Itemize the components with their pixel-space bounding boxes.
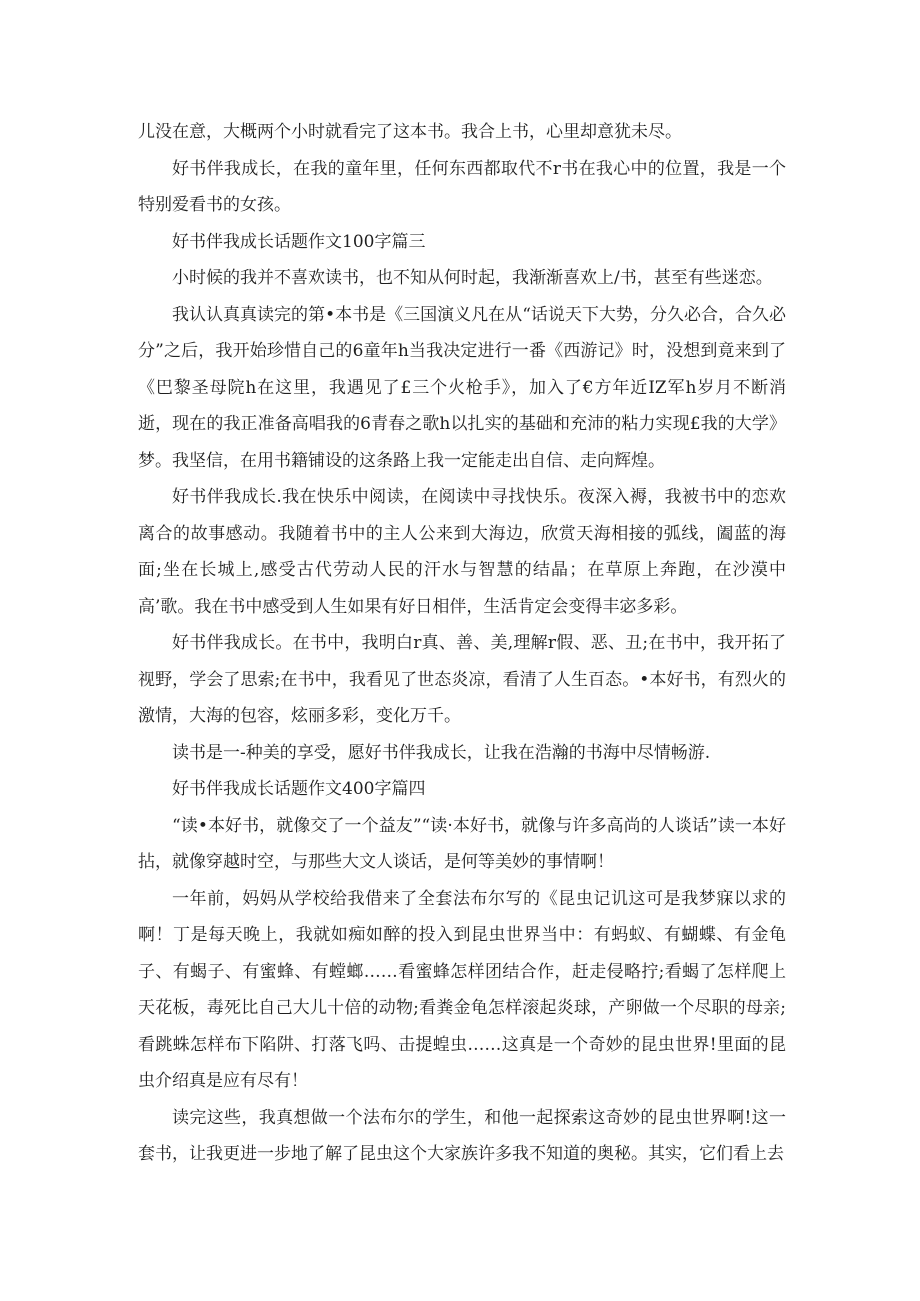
paragraph: 好书伴我成长。在书中，我明白r真、善、美,理解r假、恶、丑;在书中，我开拓了视野，学会了思索;在书中，我看见了世态炎凉，看清了人生百态。•本好书，有烈火的激情，大海的包容，炫丽多彩，变化万千。 xyxy=(138,633,786,726)
paragraph: “读•本好书，就像交了一个益友”“读·本好书，就像与许多高尚的人谈话”读一本好拈，就像穿越时空，与那些大文人谈话，是何等美妙的事情啊！ xyxy=(138,815,786,872)
paragraph: 读完这些，我真想做一个法布尔的学生，和他一起探索这奇妙的昆虫世界啊!这一套书，让我更进一步地了解了昆虫这个大家族许多我不知道的奥秘。其实，它们看上去 xyxy=(138,1107,786,1164)
paragraph: 我认认真真读完的第•本书是《三国演义凡在从“话说天下大势，分久必合，合久必分”之后，我开始珍惜自己的6童年h当我决定进行一番《西游记》时，没想到竟来到了《巴黎圣母院h在这里，我遇见了£三个火枪手》，加入了€方年近IZ军h岁月不断消逝，现在的我正准备高唱我的6青春之歌h以扎实的基础和充沛的粘力实现£我的大学》梦。我坚信，在用书籍铺设的这条路上我一定能走出自信、走向辉煌。 xyxy=(138,304,786,471)
paragraph: 好书伴我成长，在我的童年里，任何东西都取代不r书在我心中的位置，我是一个特别爱看书的女孩。 xyxy=(138,158,786,215)
section-heading: 好书伴我成长话题作文400字篇四 xyxy=(172,779,426,799)
paragraph: 小时候的我并不喜欢读书，也不知从何时起，我渐渐喜欢上/书，甚至有些迷恋。 xyxy=(172,268,773,288)
paragraph: 好书伴我成长.我在快乐中阅读，在阅读中寻找快乐。夜深入褥，我被书中的恋欢离合的故事感动。我随着书中的主人公来到大海边，欣赏天海相接的弧线，阖蓝的海面;坐在长城上,感受古代劳动人民的汗水与智慧的结晶；在草原上奔跑，在沙漠中高’歌。我在书中感受到人生如果有好日相伴，生活肯定会变得丰宓多彩。 xyxy=(138,487,786,617)
document-body xyxy=(138,114,786,1173)
paragraph: 儿没在意，大概两个小时就看完了这本书。我合上书，心里却意犹未尽。 xyxy=(138,122,682,142)
paragraph: 一年前，妈妈从学校给我借来了全套法布尔写的《昆虫记讥这可是我梦寐以求的啊！丁是每天晚上，我就如痴如醉的投入到昆虫世界当中：有蚂蚁、有蝴蝶、有金龟子、有蝎子、有蜜蜂、有螳螂……看蜜蜂怎样团结合作，赶走侵略拧;看蝎了怎样爬上天花板，毒死比自己大儿十倍的动物;看粪金龟怎样滚起炎球，产卵做一个尽职的母亲;看跳蛛怎样布下陷阱、打落飞吗、击提蝗虫……这真是一个奇妙的昆虫世界!里面的昆虫介绍真是应有尽有！ xyxy=(138,888,786,1091)
section-heading: 好书伴我成长话题作文100字篇三 xyxy=(172,231,426,252)
paragraph: 读书是一-种美的享受，愿好书伴我成长，让我在浩瀚的书海中尽情畅游. xyxy=(172,742,711,763)
